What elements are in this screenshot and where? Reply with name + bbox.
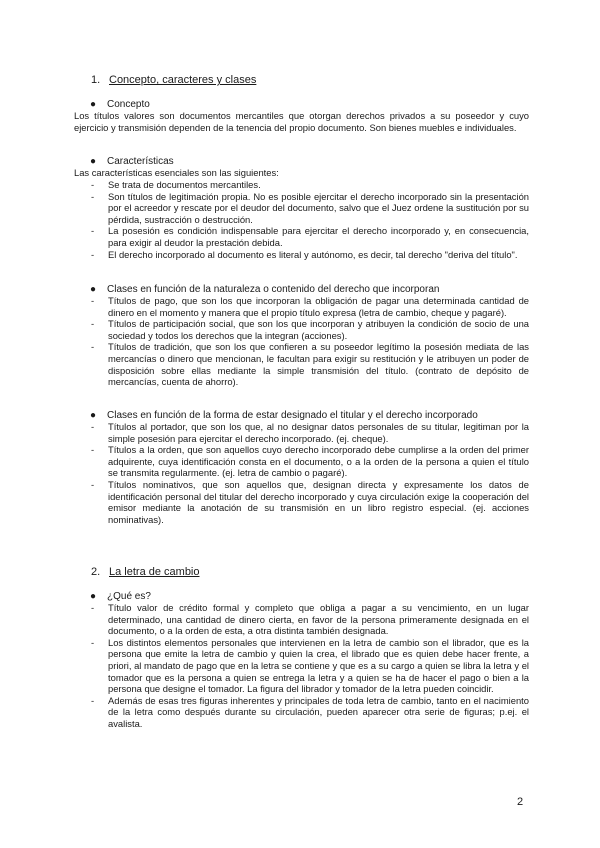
list-item: - Los distintos elementos personales que intervienen en la letra de cambio son el librador, que es la persona que emite la letra de cambio y quien la crea, el librado que es quien debe hacer frente, a priori, al mandato de pago que en la letra se contiene y que es a su cargo a quien se libra la letra y el tomador que es la persona a quien se entrega la letra y a quien se ha de hacer el pago o bien a la persona que designe el tomador. La figura del librador y tomador de la letra pueden coincidir.	[74, 637, 529, 695]
bullet-icon: ●	[90, 156, 97, 167]
list-item: - Títulos al portador, que son los que, al no designar datos personales de su titular, legitiman por la simple posesión para ejercitar el derecho incorporado. (ej. cheque).	[74, 421, 529, 444]
bullet-icon: ●	[90, 591, 97, 602]
list-item: - Títulos de pago, que son los que incorporan la obligación de pagar una determinada cantidad de dinero en el momento y manera que el propio título expresa (letra de cambio, cheque y pagaré).	[74, 295, 529, 318]
list-item: - El derecho incorporado al documento es literal y autónomo, es decir, tal derecho "deriva del título".	[74, 249, 529, 261]
list-item: - Además de esas tres figuras inherentes y principales de toda letra de cambio, tanto en el nacimiento de la letra como después durante su circulación, pueden aparecer otra serie de figuras; p.ej. el avalista.	[74, 695, 529, 730]
list-item: - Títulos de participación social, que son los que incorporan y atribuyen la condición de socio de una sociedad y todos los derechos que la integran (acciones).	[74, 318, 529, 341]
dash-list	[74, 602, 529, 730]
list-item: - Título valor de crédito formal y completo que obliga a pagar a su vencimiento, en un lugar determinado, una cantidad de dinero cierta, en favor de la persona primeramente designada en el documento, o a la orden de esta, a otra distinta también designada.	[74, 602, 529, 637]
list-item: - Títulos a la orden, que son aquellos cuyo derecho incorporado debe cumplirse a la orden del primer adquirente, cuya identificación consta en el documento, o a la orden de la persona a quien el título se transmita regularmente. (ej. letra de cambio o pagaré).	[74, 444, 529, 479]
subsection-title: Concepto	[107, 99, 150, 110]
paragraph: Los títulos valores son documentos mercantiles que otorgan derechos privados a su poseedor y cuyo ejercicio y transmisión dependen de la tenencia del propio documento. Son bienes muebles e individuales.	[74, 110, 529, 133]
dash-list	[74, 179, 529, 260]
subsection-title: ¿Qué es?	[107, 591, 151, 602]
list-item: - Se trata de documentos mercantiles.	[74, 179, 529, 191]
bullet-icon: ●	[90, 410, 97, 421]
dash-list	[74, 421, 529, 525]
bullet-icon: ●	[90, 284, 97, 295]
list-item: - Títulos nominativos, que son aquellos que, designan directa y expresamente los datos de identificación personal del titular del derecho incorporado y cuya circulación exige la cooperación del emisor mediante la anotación de su transmisión en un libro registro especial. (ej. acciones nominativas).	[74, 479, 529, 525]
subsection-title: Características	[107, 156, 174, 167]
list-item: - Títulos de tradición, que son los que confieren a su poseedor legítimo la posesión mediata de las mercancías o dinero que mencionan, le facultan para exigir su restitución y le atribuyen un poder de disposición sobre ellas mediante la simple transmisión del título. (contrato de depósito de mercancías, cuenta de ahorro).	[74, 341, 529, 387]
section-number: 1.	[91, 74, 101, 86]
list-item: - Son títulos de legitimación propia. No es posible ejercitar el derecho incorporado sin la presentación por el acreedor y rescate por el deudor del documento, salvo que el Juez ordene la sustitución por su pérdida, sustracción o destrucción.	[74, 191, 529, 226]
dash-list	[74, 295, 529, 388]
section-heading	[91, 565, 200, 579]
subsection-title: Clases en función de la forma de estar designado el titular y el derecho incorporado	[107, 410, 478, 421]
page-number: 2	[517, 796, 524, 808]
bullet-icon: ●	[90, 99, 97, 110]
list-item: - La posesión es condición indispensable para ejercitar el derecho incorporado y, en consecuencia, para exigir al deudor la prestación debida.	[74, 225, 529, 248]
section-title: Concepto, caracteres y clases	[109, 74, 257, 86]
subsection-title: Clases en función de la naturaleza o contenido del derecho que incorporan	[107, 284, 440, 295]
section-heading	[91, 73, 256, 87]
section-title: La letra de cambio	[109, 566, 200, 578]
section-number: 2.	[91, 566, 101, 578]
paragraph: Las características esenciales son las siguientes:	[74, 167, 279, 178]
